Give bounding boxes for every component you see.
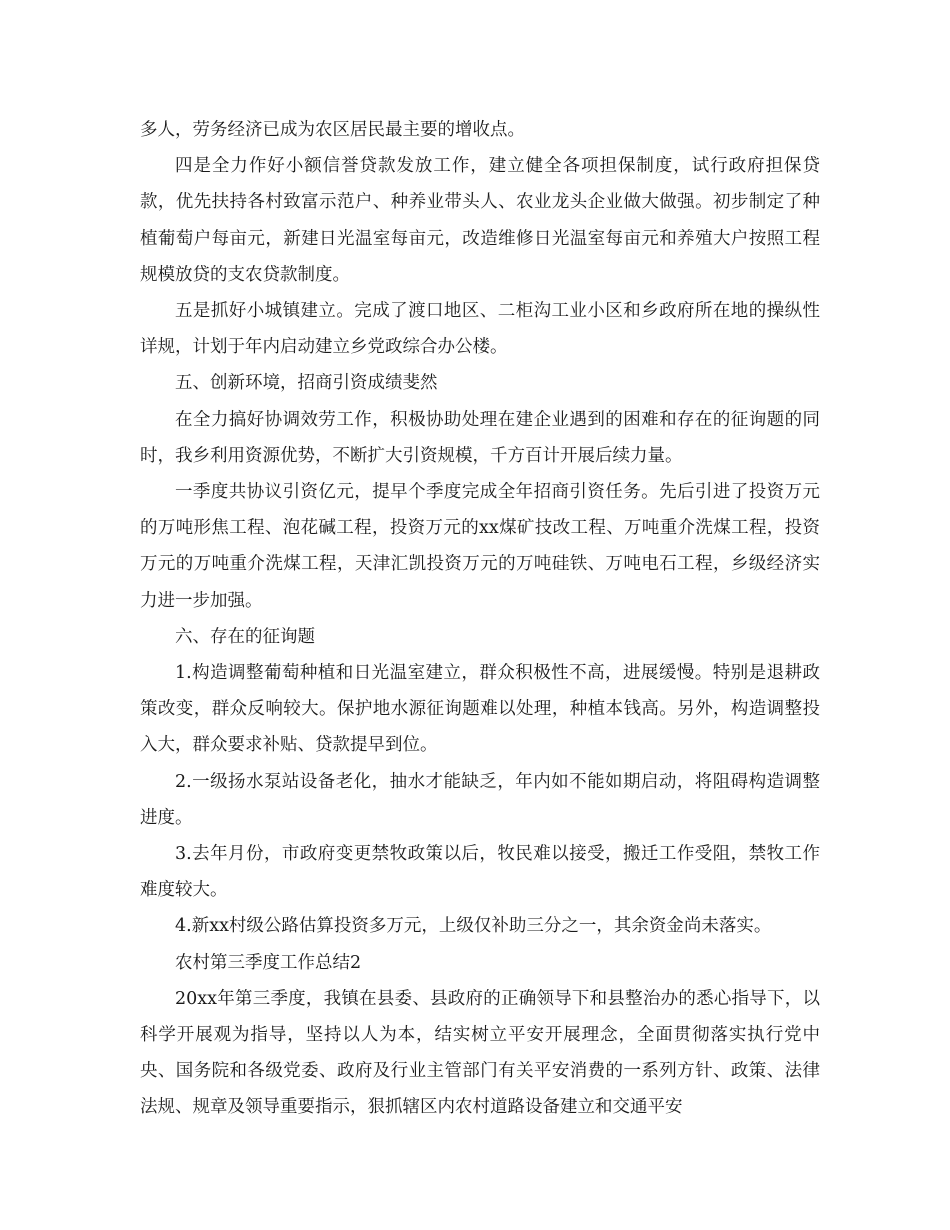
section-heading: 六、存在的征询题	[175, 626, 315, 647]
paragraph: 多人，劳务经济已成为农区居民最主要的增收点。	[140, 120, 525, 140]
section-heading: 五、创新环境，招商引资成绩斐然	[175, 373, 438, 394]
paragraph: 一季度共协议引资亿元，提早个季度完成全年招商引资任务。先后引进了投资万元的万吨形焦工程、泡花碱工程，投资万元的xx煤矿技改工程、万吨重介洗煤工程，投资万元的万吨重介洗煤工程，天津汇凯投资万元的万吨硅铁、万吨电石工程，乡级经济实力进一步加强。	[140, 482, 820, 611]
list-item: 2.一级扬水泵站设备老化，抽水才能缺乏，年内如不能如期启动，将阻碍构造调整进度。	[140, 771, 820, 828]
paragraph: 四是全力作好小额信誉贷款发放工作，建立健全各项担保制度，试行政府担保贷款，优先扶持各村致富示范户、种养业带头人、农业龙头企业做大做强。初步制定了种植葡萄户每亩元，新建日光温室每亩元，改造维修日光温室每亩元和养殖大户按照工程规模放贷的支农贷款制度。	[140, 156, 820, 285]
list-item: 1.构造调整葡萄种植和日光温室建立，群众积极性不高，进展缓慢。特别是退耕政策改变，群众反响较大。保护地水源征询题难以处理，种植本钱高。另外，构造调整投入大，群众要求补贴、贷款提早到位。	[140, 663, 820, 756]
paragraph: 五是抓好小城镇建立。完成了渡口地区、二柜沟工业小区和乡政府所在地的操纵性详规，计划于年内启动建立乡党政综合办公楼。	[140, 301, 820, 358]
list-item: 3.去年月份，市政府变更禁牧政策以后，牧民难以接受，搬迁工作受阻，禁牧工作难度较大。	[140, 844, 820, 901]
document-body	[140, 112, 820, 1126]
paragraph: 20xx年第三季度，我镇在县委、县政府的正确领导下和县整治办的悉心指导下，以科学开展观为指导，坚持以人为本，结实树立平安开展理念，全面贯彻落实执行党中央、国务院和各级党委、政府及行业主管部门有关平安消费的一系列方针、政策、法律法规、规章及领导重要指示，狠抓辖区内农村道路设备建立和交通平安	[140, 988, 820, 1118]
list-item: 4.新xx村级公路估算投资多万元，上级仅补助三分之一，其余资金尚未落实。	[175, 916, 772, 937]
paragraph: 在全力搞好协调效劳工作，积极协助处理在建企业遇到的困难和存在的征询题的同时，我乡利用资源优势，不断扩大引资规模，千方百计开展后续力量。	[140, 409, 820, 466]
document-title: 农村第三季度工作总结2	[175, 952, 362, 973]
